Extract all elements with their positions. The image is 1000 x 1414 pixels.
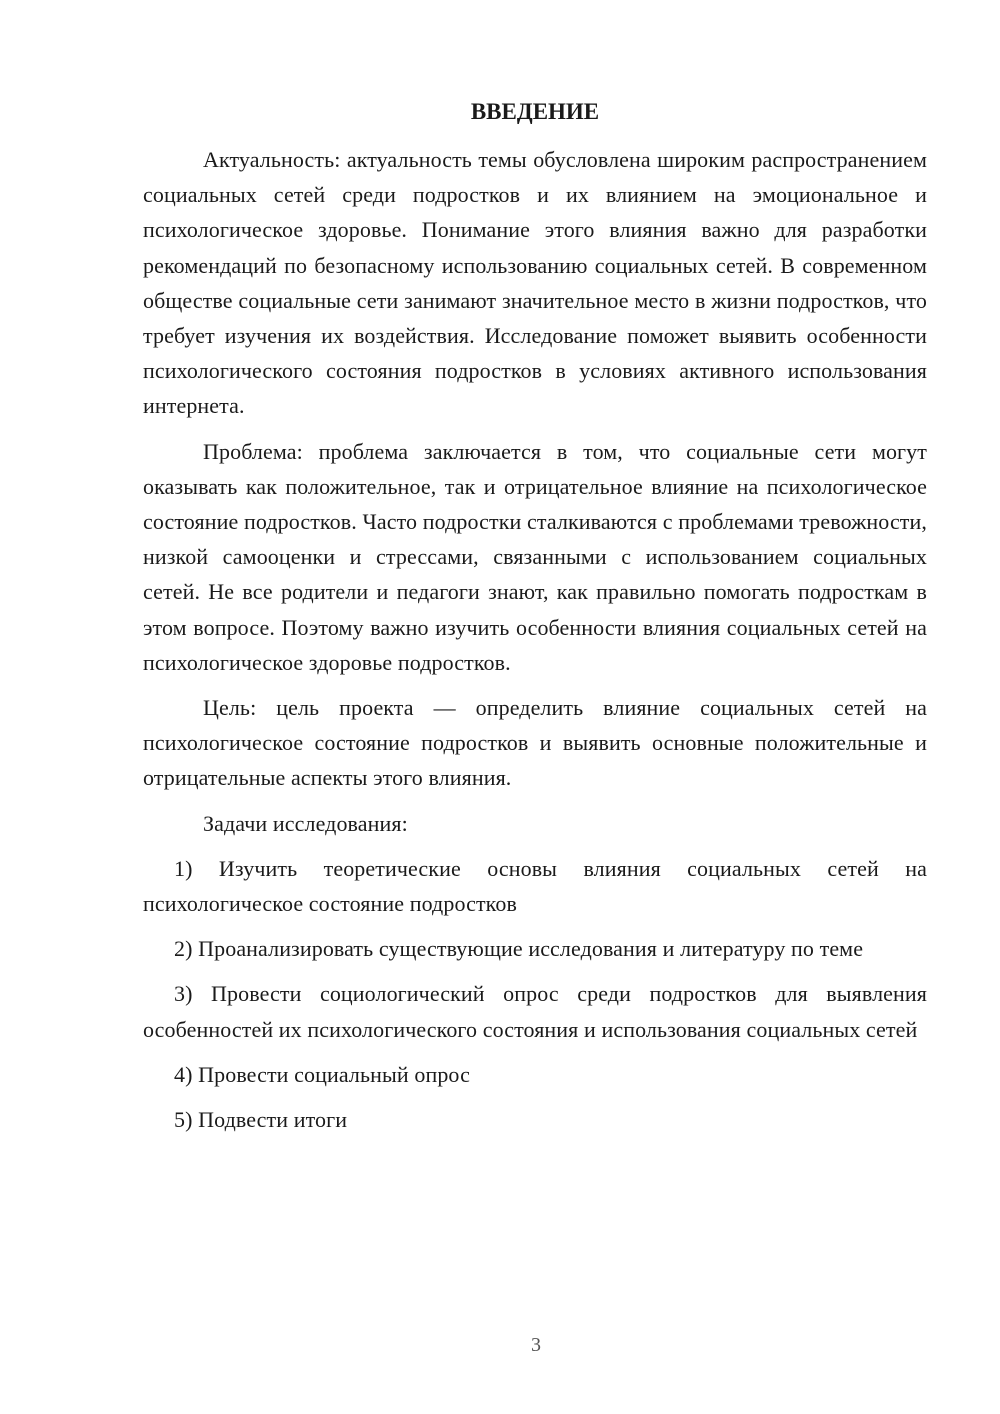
task-item-3: 3) Провести социологический опрос среди подростков для выявления особенностей их психологического состояния и использования социальных сетей: [143, 981, 927, 1042]
page-number: 3: [531, 1334, 541, 1356]
paragraph-goal: Цель: цель проекта — определить влияние социальных сетей на психологическое состояние подростков и выявить основные положительные и отрицательные аспекты этого влияния.: [143, 695, 927, 791]
paragraph-problem: Проблема: проблема заключается в том, что социальные сети могут оказывать как положительное, так и отрицательное влияние на психологическое состояние подростков. Часто подростки сталкиваются с проблемами тревожности, низкой самооценки и стрессами, связанными с использованием социальных сетей. Не все родители и педагоги знают, как правильно помогать подросткам в этом вопросе. Поэтому важно изучить особенности влияния социальных сетей на психологическое здоровье подростков.: [143, 438, 927, 675]
task-item-5: 5) Подвести итоги: [174, 1107, 348, 1133]
tasks-title: Задачи исследования:: [203, 810, 408, 836]
document-body: [143, 94, 927, 1147]
task-item-1: 1) Изучить теоретические основы влияния социальных сетей на психологическое состояние подростков: [143, 855, 927, 917]
page-title: ВВЕДЕНИЕ: [470, 99, 600, 124]
task-item-2: 2) Проанализировать существующие исследования и литературу по теме: [174, 936, 864, 962]
paragraph-relevance: Актуальность: актуальность темы обусловлена широким распространением социальных сетей среди подростков и их влиянием на эмоциональное и психологическое здоровье. Понимание этого влияния важно для разработки рекомендаций по безопасному использованию социальных сетей. В современном обществе социальные сети занимают значительное место в жизни подростков, что требует изучения их воздействия. Исследование поможет выявить особенности психологического состояния подростков в условиях активного использования интернета.: [143, 147, 927, 419]
task-item-4: 4) Провести социальный опрос: [174, 1061, 470, 1087]
